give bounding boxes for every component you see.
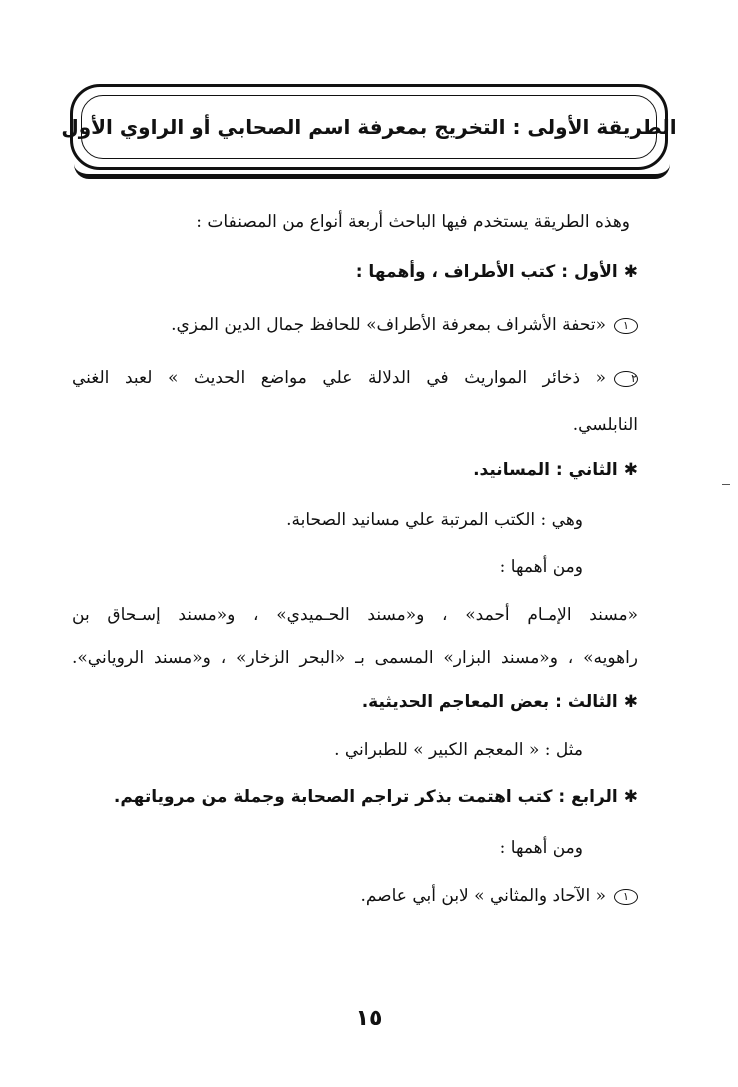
- star-bullet-icon: ✱: [623, 460, 638, 480]
- list-item: [72, 368, 638, 388]
- list-item-continuation: النابلسي.: [572, 415, 638, 435]
- margin-mark: [722, 484, 730, 485]
- circled-number-badge: ٢: [614, 371, 638, 387]
- circled-number-badge: ١: [614, 318, 638, 334]
- section-second-description: وهي : الكتب المرتبة علي مسانيد الصحابة.: [286, 510, 583, 530]
- section-second-most-important: ومن أهمها :: [499, 557, 583, 577]
- intro-paragraph: وهذه الطريقة يستخدم فيها الباحث أربعة أنواع من المصنفات :: [196, 212, 630, 232]
- section-first-heading: [356, 262, 638, 282]
- list-item: [360, 886, 638, 906]
- section-fourth-label: الرابع : كتب اهتمت بذكر تراجم الصحابة وجملة من مروياتهم.: [113, 787, 618, 807]
- circled-number-badge: ١: [614, 889, 638, 905]
- list-item-text: « الآحاد والمثاني » لابن أبي عاصم.: [360, 886, 606, 906]
- page-number: ١٥: [355, 1006, 383, 1031]
- chapter-heading: الطريقة الأولى : التخريج بمعرفة اسم الصحابي أو الراوي الأول: [61, 115, 677, 139]
- title-frame-inner: [61, 95, 677, 159]
- star-bullet-icon: ✱: [623, 262, 638, 282]
- section-third-example: مثل : « المعجم الكبير » للطبراني .: [334, 740, 583, 760]
- musnad-list-line-1: «مسند الإمـام أحمد» ، و«مسند الحـميدي» ، و«مسند إسـحاق بن: [72, 605, 638, 625]
- musnad-list-line-2: راهويه» ، و«مسند البزار» المسمى بـ «البحر الزخار» ، و«مسند الروياني».: [72, 648, 638, 668]
- list-item: [171, 315, 638, 335]
- list-item-text: «تحفة الأشراف بمعرفة الأطراف» للحافظ جمال الدين المزي.: [171, 315, 606, 335]
- section-second-label: الثاني : المسانيد.: [473, 460, 618, 480]
- star-bullet-icon: ✱: [623, 787, 638, 807]
- list-item-text: « ذخائر المواريث في الدلالة علي مواضع الحديث » لعبد الغني: [72, 368, 606, 388]
- title-frame: [61, 84, 677, 170]
- section-fourth-heading: [114, 787, 638, 807]
- section-third-label: الثالث : بعض المعاجم الحديثية.: [361, 692, 618, 712]
- star-bullet-icon: ✱: [623, 692, 638, 712]
- section-second-heading: [473, 460, 638, 480]
- title-frame-shadow: [74, 164, 670, 179]
- section-fourth-most-important: ومن أهمها :: [499, 838, 583, 858]
- section-first-label: الأول : كتب الأطراف ، وأهمها :: [355, 262, 618, 282]
- section-third-heading: [362, 692, 638, 712]
